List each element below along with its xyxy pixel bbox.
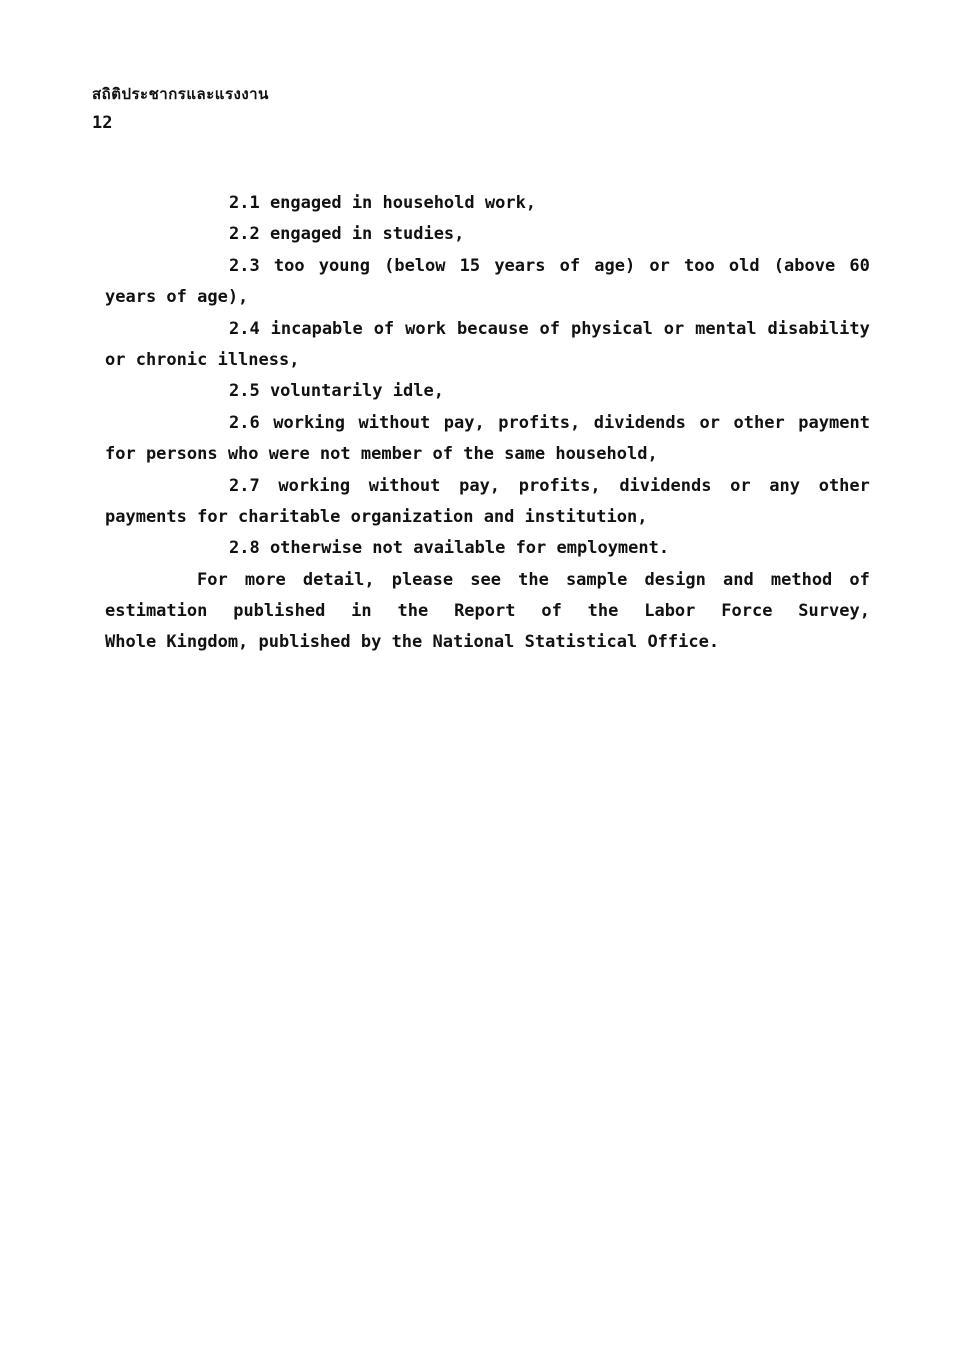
word: age) [594,255,636,276]
word: because [456,318,529,339]
word: other [818,475,870,496]
word: the [518,569,549,590]
word: see [470,569,501,590]
word: too [684,255,715,276]
word: more [244,569,286,590]
word: 2.6 [229,412,260,433]
word: 2.7 [229,475,260,496]
word: method [770,569,833,590]
page-number: 12 [92,113,113,133]
word: of [849,569,870,590]
word: of [559,255,581,276]
word: For [197,569,228,590]
word: young [318,255,370,276]
list-item-2-6-line1 [105,408,870,439]
list-item-2-2: 2.2 engaged in studies, [229,224,465,245]
paragraph-line2 [105,596,870,627]
word: payment [798,412,870,433]
word: dividends [593,412,686,433]
list-item-2-7-line2: payments for charitable organization and institution, [105,506,648,527]
word: years [494,255,546,276]
word: too [273,255,305,276]
body-text [105,188,870,659]
word: estimation [105,601,208,622]
word: work [405,318,447,339]
page-header-title: สถิติประชากรและแรงงาน [92,85,269,103]
word: or [730,475,751,496]
paragraph-line1 [105,565,870,596]
list-item-2-3-line2: years of age), [105,287,249,308]
word: old [728,255,760,276]
word: Labor [644,601,696,622]
word: Report [454,601,516,622]
word: any [769,475,801,496]
word: working [278,475,351,496]
list-item-2-1: 2.1 engaged in household work, [229,193,537,213]
word: Force [721,601,773,622]
list-item-2-7-line1 [105,471,870,502]
word: incapable [270,318,363,339]
word: or [649,255,670,276]
word: of [541,601,562,622]
word: design [644,569,706,590]
word: pay, [443,412,485,433]
word: working [273,412,345,433]
paragraph-line3: Whole Kingdom, published by the National Statistical Office. [105,632,720,653]
word: dividends [619,475,712,496]
word: profits, [498,412,581,433]
word: please [391,569,454,590]
word: disability [767,318,870,339]
list-item-2-4-line1 [105,314,870,345]
word: other [733,412,785,433]
word: without [358,412,431,433]
word: or [699,412,720,433]
list-item-2-5: 2.5 voluntarily idle, [229,381,444,402]
list-item-2-4-line2: or chronic illness, [105,349,300,370]
word: sample [565,569,628,590]
word: or [663,318,685,339]
list-item-2-3-line1 [105,251,870,282]
word: in [351,601,372,622]
word: the [397,601,429,622]
word: of [539,318,561,339]
word: 2.3 [229,255,260,276]
word: the [587,601,619,622]
word: 15 [459,255,481,276]
word: without [368,475,441,496]
word: published [233,601,326,622]
word: pay, [459,475,501,496]
list-item-2-6-line2: for persons who were not member of the same household, [105,444,658,465]
word: profits, [518,475,601,496]
word: (above [773,255,836,276]
word: Survey, [798,601,870,622]
list-item-2-8: 2.8 otherwise not available for employment. [229,538,670,559]
word: physical [570,318,653,339]
word: of [373,318,395,339]
word: and [723,569,754,590]
word: mental [695,318,757,339]
word: 2.4 [229,318,260,339]
word: (below [384,255,446,276]
word: detail, [302,569,375,590]
word: 60 [849,255,870,276]
